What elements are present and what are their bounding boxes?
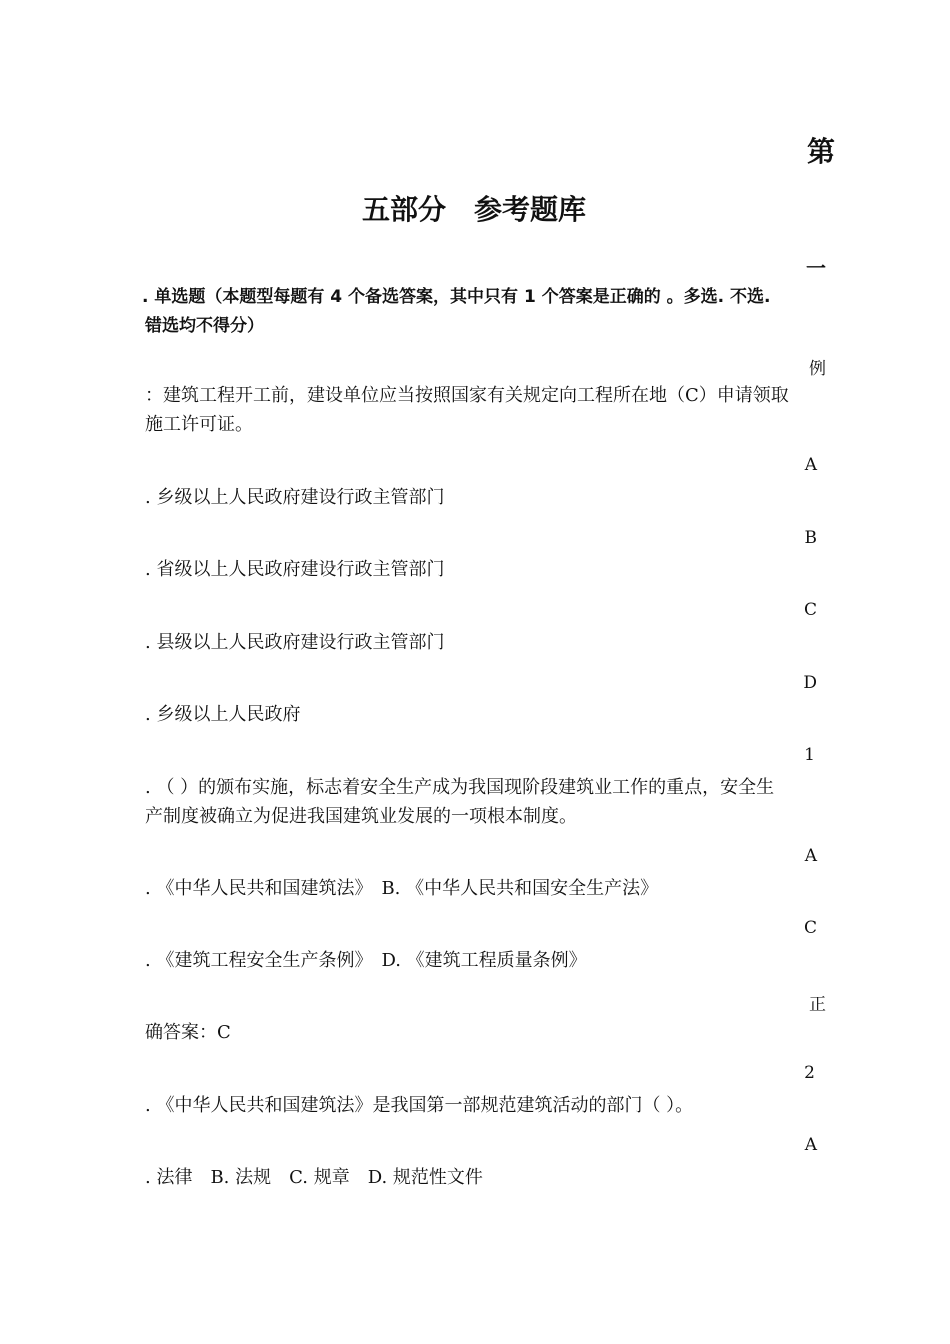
example-question-line1: ：建筑工程开工前，建设单位应当按照国家有关规定向工程所在地（C）申请领取 bbox=[145, 385, 789, 406]
option-text: . 省级以上人民政府建设行政主管部门 bbox=[145, 559, 445, 580]
heading-part-b: 五部分 参考题库 bbox=[362, 193, 587, 226]
option-text: . 《中华人民共和国建筑法》 B. 《中华人民共和国安全生产法》 bbox=[145, 878, 659, 899]
option-marker: D bbox=[803, 673, 817, 693]
option-text: . 乡级以上人民政府建设行政主管部门 bbox=[145, 487, 445, 508]
option-text: . 法律 B. 法规 C. 规章 D. 规范性文件 bbox=[145, 1167, 483, 1188]
option-text: . 乡级以上人民政府 bbox=[145, 704, 301, 725]
option-marker: B bbox=[804, 528, 817, 548]
question-line1: . （ ）的颁布实施，标志着安全生产成为我国现阶段建筑业工作的重点，安全生 bbox=[145, 777, 775, 798]
heading-part-a: 第 bbox=[806, 135, 835, 168]
question-number: 1 bbox=[804, 745, 815, 765]
section-instruction-line1: . 单选题（本题型每题有 4 个备选答案，其中只有 1 个答案是正确的 。多选. 不选. bbox=[142, 287, 771, 307]
answer-text: 确答案：C bbox=[145, 1022, 231, 1043]
option-marker: A bbox=[804, 455, 817, 475]
option-marker: C bbox=[803, 918, 817, 938]
question-number: 2 bbox=[804, 1063, 815, 1083]
option-text: . 《建筑工程安全生产条例》 D. 《建筑工程质量条例》 bbox=[145, 950, 587, 971]
answer-marker: 正 bbox=[809, 995, 826, 1015]
question-line1: . 《中华人民共和国建筑法》是我国第一部规范建筑活动的部门（ ）。 bbox=[145, 1095, 694, 1116]
option-marker: A bbox=[804, 1135, 817, 1155]
option-marker: A bbox=[804, 846, 817, 866]
option-marker: C bbox=[803, 600, 817, 620]
example-marker: 例 bbox=[809, 359, 826, 379]
section-marker: 一 bbox=[806, 256, 826, 280]
question-line2: 产制度被确立为促进我国建筑业发展的一项根本制度。 bbox=[145, 806, 577, 827]
example-question-line2: 施工许可证。 bbox=[145, 414, 253, 435]
section-instruction-line2: 错选均不得分） bbox=[145, 316, 264, 336]
option-text: . 县级以上人民政府建设行政主管部门 bbox=[145, 632, 445, 653]
